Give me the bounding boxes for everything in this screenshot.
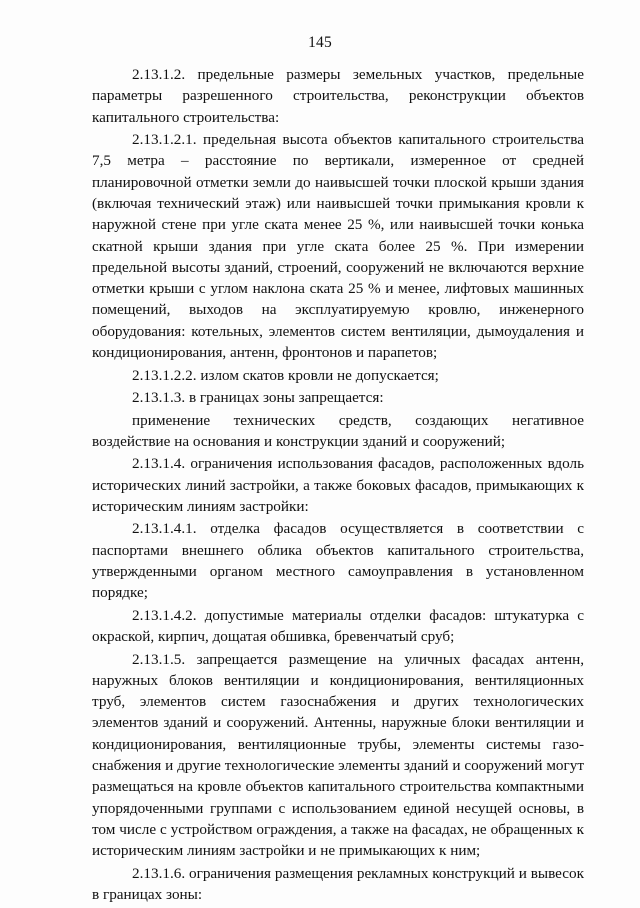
paragraph-2-13-1-2-2: 2.13.1.2.2. излом скатов кровли не допускается; (132, 366, 439, 384)
paragraph-2-13-1-4: 2.13.1.4. ограничения использования фасадов, расположенных вдоль исторических линий застройки, а также боковых фасадов, примыкающих к историческим линиям застройки: (92, 455, 584, 515)
paragraph-prohibition-item: применение технических средств, создающих негативное воздействие на основания и конструкции зданий и сооружений; (92, 411, 584, 450)
paragraph-2-13-1-2-1: 2.13.1.2.1. предельная высота объектов капитального строительства 7,5 метра – расстояние по вертикали, измеренное от средней планировочной отметки земли до наивысшей точки плоской крыши здания (включая технический этаж) или наивысшей точки примыкания кровли к наружной стене при угле ската менее 25 %, или наивысшей точки конька скатной крыши здания при угле ската более 25 %. При измерении предельной высоты зданий, строений, сооружений не включаются верхние отметки крыши с углом наклона ската 25 % и менее, лифтовых машинных помещений, выходов на эксплуатируемую кровлю, инженерного оборудования: котельных, элементов систем вентиляции, дымоудаления и кондиционирования, антенн, фронтонов и парапетов; (92, 131, 584, 362)
document-body (92, 64, 584, 906)
page-number: 145 (308, 34, 332, 51)
paragraph-2-13-1-3: 2.13.1.3. в границах зоны запрещается: (132, 389, 384, 407)
paragraph-2-13-1-6: 2.13.1.6. ограничения размещения рекламных конструкций и вывесок в границах зоны: (92, 864, 584, 903)
paragraph-2-13-1-4-2: 2.13.1.4.2. допустимые материалы отделки фасадов: штукатурка с окраской, кирпич, дощатая обшивка, бревенчатый сруб; (92, 606, 584, 646)
paragraph-2-13-1-4-1: 2.13.1.4.1. отделка фасадов осуществляется в соответствии с паспортами внешнего облика объектов капитального строительства, утвержденными органом местного самоуправления в установленном порядке; (92, 520, 584, 602)
paragraph-2-13-1-2: 2.13.1.2. предельные размеры земельных участков, предельные параметры разрешенного строительства, реконструкции объектов капитального строительства: (92, 66, 584, 126)
paragraph-2-13-1-5: 2.13.1.5. запрещается размещение на уличных фасадах антенн, наружных блоков вентиляции и кондиционирования, вентиляционных труб, элементов систем газоснабжения и других технологических элементов зданий и сооружений. Антенны, наружные блоки вентиляции и кондиционирования, вентиляционные трубы, элементы системы газоснабжения и другие технологические элементы зданий и сооружений могут размещаться на кровле объектов капитального строительства компактными упорядоченными группами с использованием единой несущей основы, в том числе с устройством ограждения, а также на фасадах, не обращенных к историческим линиям застройки и не примыкающих к ним; (92, 650, 584, 860)
